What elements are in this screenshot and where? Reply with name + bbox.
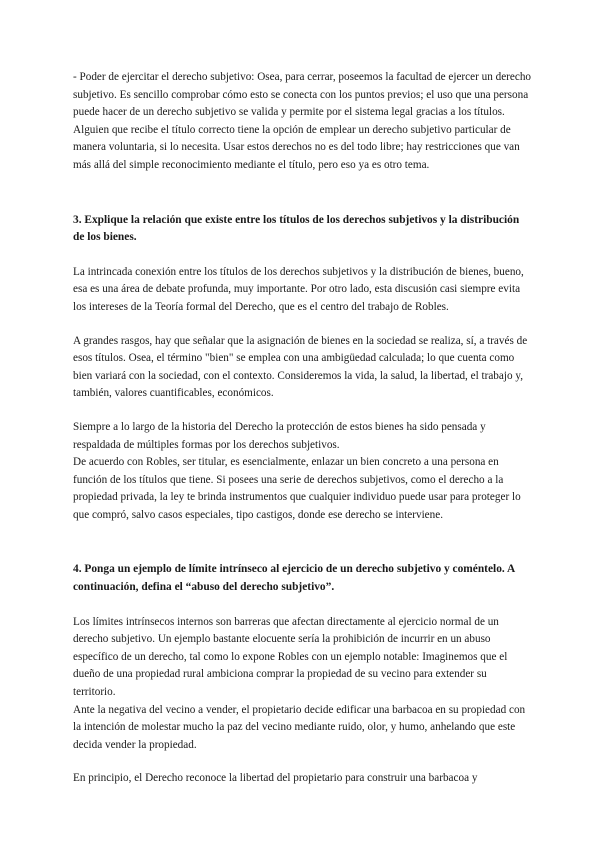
question-4-heading: 4. Ponga un ejemplo de límite intrínseco al ejercicio de un derecho subjetivo y coméntelo. A continuación, defina el “abuso del derecho subjetivo”.: [73, 563, 515, 594]
paragraph-exercise-right: - Poder de ejercitar el derecho subjetivo: Osea, para cerrar, poseemos la facultad de ejercer un derecho subjetivo. Es sencillo comprobar cómo esto se conecta con los puntos previos; el uso que una persona puede hacer de un derecho subjetivo se valida y permite por el sistema legal gracias a los títulos. Alguien que recibe el título correcto tiene la opción de emplear un derecho subjetivo particular de manera voluntaria, si lo necesita. Usar estos derechos no es del todo libre; hay restricciones que van más allá del simple reconocimiento mediante el título, pero eso ya es otro tema.: [73, 71, 532, 171]
question-3-heading: 3. Explique la relación que existe entre los títulos de los derechos subjetivos y la distribución de los bienes.: [73, 213, 520, 244]
paragraph-titles-distribution: La intrincada conexión entre los títulos de los derechos subjetivos y la distribución de bienes, bueno, esa es una área de debate profunda, muy importante. Por otro lado, esta discusión casi siempre evita los intereses de la Teoría formal del Derecho, que es el centro del trabajo de Robles.: [73, 265, 524, 313]
paragraph-history-protection: Siempre a lo largo de la historia del Derecho la protección de estos bienes ha sido pensada y respaldada de múltiples formas por los derechos subjetivos.: [73, 420, 486, 451]
paragraph-owner-freedom: En principio, el Derecho reconoce la libertad del propietario para construir una barbacoa y: [73, 772, 478, 785]
paragraph-barbecue-example: Ante la negativa del vecino a vender, el propietario decide edificar una barbacoa en su propiedad con la intención de molestar mucho la paz del vecino mediante ruido, olor, y humo, anhelando que este decida vender la propiedad.: [73, 703, 526, 751]
paragraph-robles-titular: De acuerdo con Robles, ser titular, es esencialmente, enlazar un bien concreto a una persona en función de los títulos que tiene. Si posees una serie de derechos subjetivos, como el derecho a la propiedad privada, la ley te brinda instrumentos que cualquier individuo puede usar para proteger lo que compró, salvo casos especiales, tipo castigos, donde ese derecho se interviene.: [73, 456, 521, 521]
paragraph-intrinsic-limits: Los límites intrínsecos internos son barreras que afectan directamente al ejercicio normal de un derecho subjetivo. Un ejemplo bastante elocuente sería la prohibición de incurrir en un abuso específico de un derecho, tal como lo expone Robles con un ejemplo notable: Imaginemos que el dueño de una propiedad rural ambiciona comprar la propiedad de su vecino para extender su territorio.: [73, 615, 508, 699]
paragraph-assignment-of-goods: A grandes rasgos, hay que señalar que la asignación de bienes en la sociedad se realiza, sí, a través de esos títulos. Osea, el término "bien" se emplea con una ambigüedad calculada; lo que cuenta como bien variará con la sociedad, con el contexto. Consideremos la vida, la salud, la libertad, el trabajo y, también, valores cuantificables, económicos.: [73, 334, 528, 400]
document-page: [73, 69, 531, 788]
